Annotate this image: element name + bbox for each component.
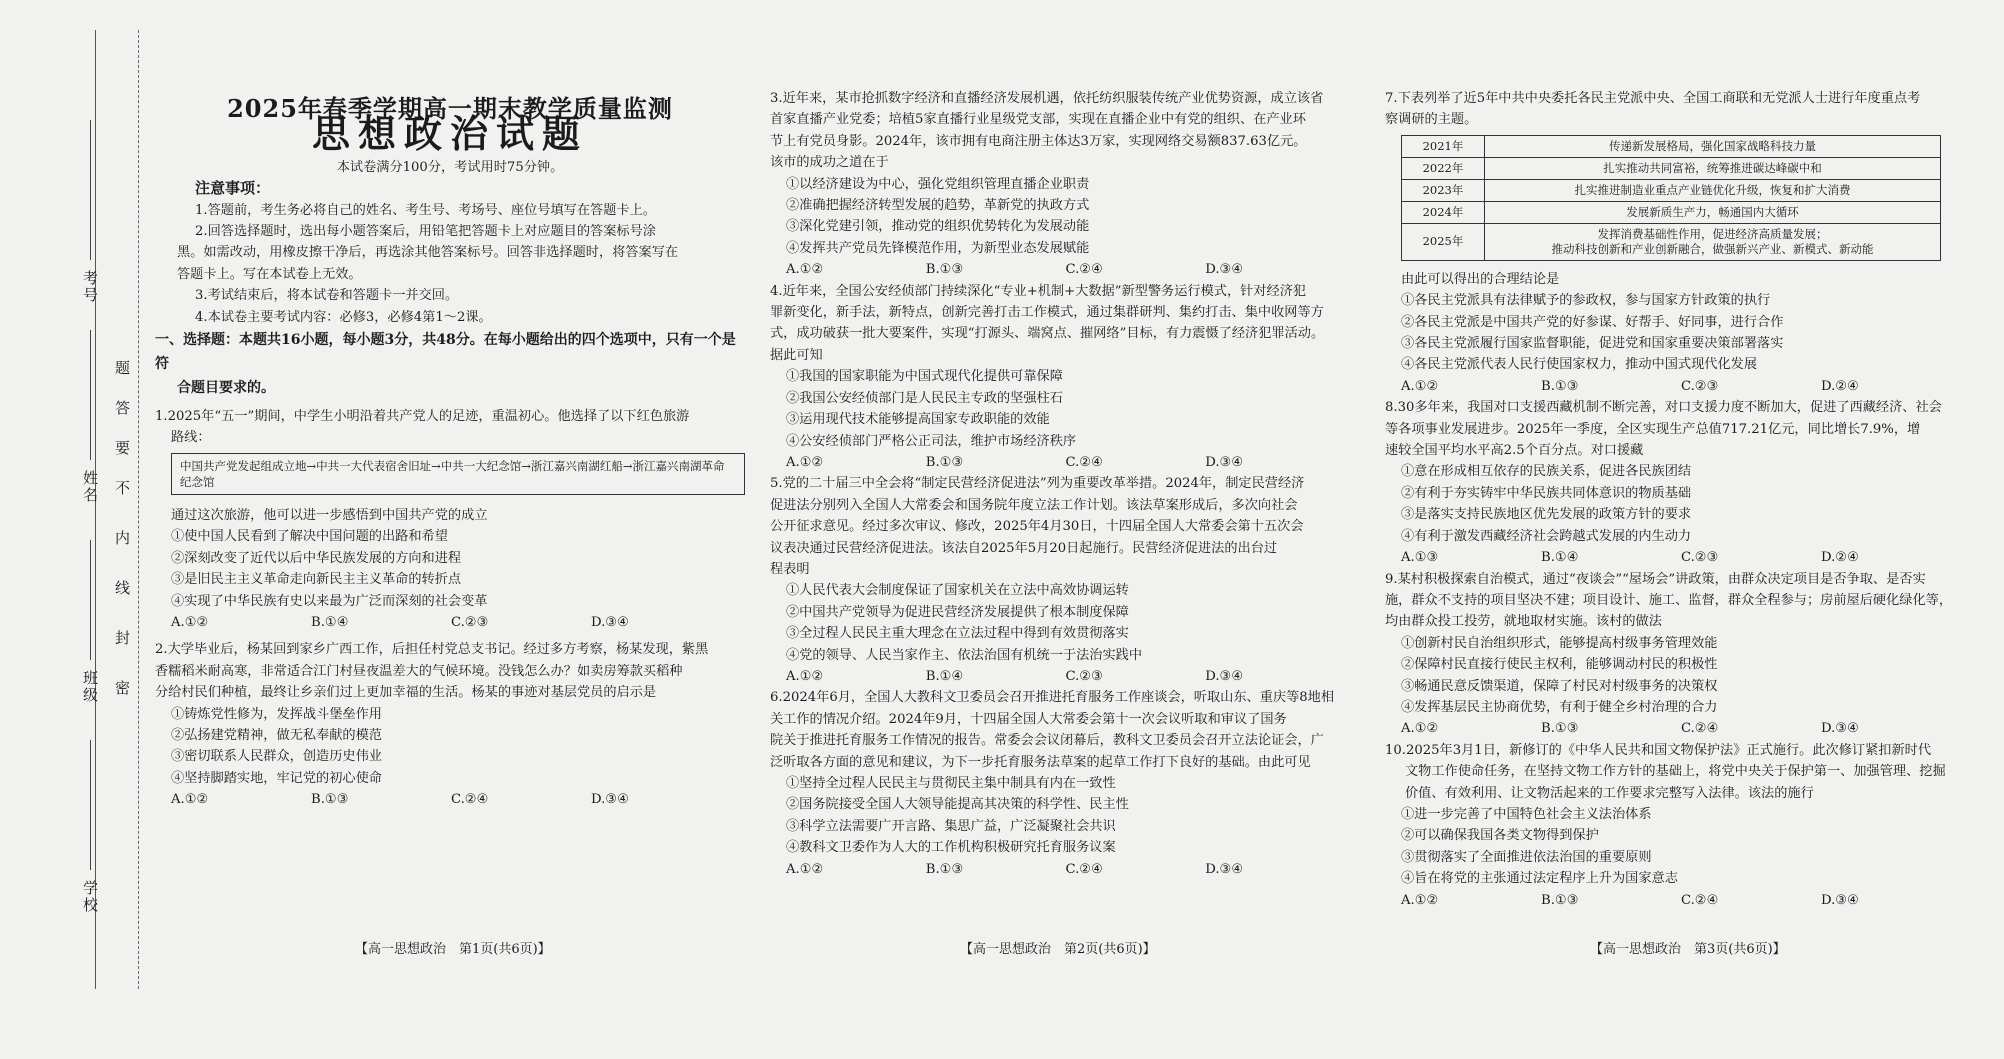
question-2 [155,639,745,810]
year-cell: 2023年 [1402,179,1485,201]
choice-d[interactable]: D.②④ [1821,378,1859,394]
question-3 [770,88,1345,281]
question-4 [770,281,1345,474]
choice-d[interactable]: D.②④ [1821,550,1859,566]
option: ④党的领导、人民当家作主、依法治国有机统一于法治实践中 [786,647,1143,663]
choice-a[interactable]: A.①② [786,861,824,877]
option: ③科学立法需要广开言路、集思广益，广泛凝聚社会共识 [786,818,1116,834]
question-5 [770,473,1345,687]
choice-d[interactable]: D.③④ [1205,262,1244,278]
option: ③运用现代技术能够提高国家专政职能的效能 [786,412,1050,428]
option: ②中国共产党领导为促进民营经济发展提供了根本制度保障 [786,604,1129,620]
choice-d[interactable]: D.③④ [1205,861,1244,877]
question-lead: 通过这次旅游，他可以进一步感悟到中国共产党的成立 [171,507,488,523]
question-stem: 1.2025年“五一”期间，中学生小明沿着共产党人的足迹，重温初心。他选择了以下红色旅游 [155,409,690,425]
notice-title: 注意事项： [195,179,271,198]
option: ②弘扬建党精神，做无私奉献的模范 [171,727,382,743]
seal-char: 要 [113,440,131,457]
option: ④发挥基层民主协商优势，有利于健全乡村治理的合力 [1401,699,1718,715]
option: ①使中国人民看到了解决中国问题的出路和希望 [171,529,448,545]
binding-margin [0,0,160,1059]
question-7 [1385,88,1975,397]
question-stem: 路线： [171,430,211,446]
answer-choices [155,612,745,633]
score-info: 本试卷满分100分，考试用时75分钟。 [336,159,564,175]
question-stem: 等各项事业发展进步。2025年一季度，全区实现生产总值717.21亿元，同比增长7.9%，增 [1385,421,1921,437]
choice-a[interactable]: A.①② [171,614,209,630]
question-stem: 促进法分别列入全国人大常委会和国务院年度立法工作计划。该法草案形成后，多次向社会 [770,497,1298,513]
option: ③各民主党派履行国家监督职能，促进党和国家重要决策部署落实 [1401,336,1784,352]
exam-title: 2025年春季学期高一期末教学质量监测 [227,94,673,123]
choice-a[interactable]: A.①② [1401,378,1439,394]
choice-c[interactable]: C.②④ [1065,454,1103,470]
option: ①坚持全过程人民民主与贯彻民主集中制具有内在一致性 [786,776,1116,791]
option: ④各民主党派代表人民行使国家权力，推动中国式现代化发展 [1401,357,1758,373]
option: ②有利于夯实铸牢中华民族共同体意识的物质基础 [1401,485,1692,501]
topic-cell: 发展新质生产力，畅通国内大循环 [1485,201,1941,223]
question-stem: 议表决通过民营经济促进法。该法自2025年5月20日起施行。民营经济促进法的出台过 [770,540,1278,556]
question-stem: 程表明 [770,561,810,577]
question-stem: 察调研的主题。 [1385,112,1478,128]
page-2 [770,88,1345,880]
year-cell: 2025年 [1402,223,1485,260]
name-underline[interactable] [90,330,91,460]
question-stem: 7.下表列举了近5年中共中央委托各民主党派中央、全国工商联和无党派人士进行年度重点考 [1385,91,1921,106]
option: ④教科文卫委作为人大的工作机构积极研究托育服务议案 [786,840,1116,856]
question-stem: 9.某村积极探索自治模式，通过“夜谈会”“屋场会”讲政策，由群众决定项目是否争取、是否实 [1385,571,1926,587]
id-label: 考号 [81,270,99,304]
choice-c[interactable]: C.②④ [1065,262,1103,278]
question-stem: 6.2024年6月，全国人大教科文卫委员会召开推进托育服务工作座谈会，听取山东、重庆等8地相 [770,690,1335,706]
topic-cell: 扎实推动共同富裕，统筹推进碳达峰碳中和 [1485,157,1941,179]
option: ①人民代表大会制度保证了国家机关在立法中高效协调运转 [786,583,1129,599]
choice-a[interactable]: A.①② [171,792,209,808]
choice-b[interactable]: B.①③ [311,792,349,808]
section-title-cont: 合题目要求的。 [177,380,275,397]
choice-a[interactable]: A.①② [786,454,824,470]
option: ④旨在将党的主张通过法定程序上升为国家意志 [1401,871,1678,887]
question-stem: 3.近年来，某市抢抓数字经济和直播经济发展机遇，依托纺织服装传统产业优势资源，成立该省 [770,91,1324,106]
question-9 [1385,569,1975,740]
option: ③畅通民意反馈渠道，保障了村民对村级事务的决策权 [1401,678,1718,694]
option: ②国务院接受全国人大领导能提高其决策的科学性、民主性 [786,797,1129,813]
option: ②可以确保我国各类文物得到保护 [1401,828,1599,844]
option: ②深刻改变了近代以后中华民族发展的方向和进程 [171,550,462,566]
seal-char: 封 [113,630,131,647]
option: ②我国公安经侦部门是人民民主专政的坚强柱石 [786,390,1063,406]
option: ④实现了中华民族有史以来最为广泛而深刻的社会变革 [171,593,488,609]
page-footer: 【高一思想政治 第2页(共6页)】 [960,942,1156,957]
option: ①进一步完善了中国特色社会主义法治体系 [1401,806,1652,822]
choice-c[interactable]: C.②④ [451,792,489,808]
option: ②保障村民直接行使民主权利，能够调动村民的积极性 [1401,657,1718,673]
year-cell: 2024年 [1402,201,1485,223]
choice-c[interactable]: C.②③ [451,614,489,630]
table-row [1402,179,1941,201]
table-row [1402,223,1941,260]
seal-char: 题 [113,360,131,377]
notice-line: 1.答题前，考生务必将自己的姓名、考生号、考场号、座位号填写在答题卡上。 [195,202,656,218]
choice-c[interactable]: C.②③ [1065,668,1103,684]
question-stem: 泛听取各方面的意见和建议，为下一步托育服务法草案的起草工作打下良好的基础。由此可见 [770,754,1311,770]
table-row [1402,201,1941,223]
answer-choices [1385,547,1975,568]
seal-char: 线 [113,580,131,597]
question-stem: 价值、有效利用、让文物活起来的工作要求完整写入法律。该法的施行 [1405,785,1814,801]
answer-choices [770,452,1345,473]
class-underline[interactable] [90,540,91,660]
option: ④发挥共产党员先锋模范作用，为新型业态发展赋能 [786,240,1090,256]
seal-line [138,30,139,989]
choice-b[interactable]: B.①④ [311,614,349,630]
choice-b[interactable]: B.①④ [925,668,964,684]
question-stem: 8.30多年来，我国对口支援西藏机制不断完善，对口支援力度不断加大，促进了西藏经济、社会 [1385,400,1942,416]
choice-d[interactable]: D.③④ [591,614,629,630]
question-stem: 公开征求意见。经过多次审议、修改，2025年4月30日，十四届全国人大常委会第十五次会 [770,519,1304,535]
choice-d[interactable]: D.③④ [591,792,629,808]
survey-topics-table [1401,135,1941,261]
answer-choices [1385,890,1975,911]
choice-a[interactable]: A.①② [1401,892,1439,908]
choice-b[interactable]: B.①③ [1541,892,1579,908]
seal-char: 答 [113,400,131,417]
choice-b[interactable]: B.①③ [1541,721,1579,737]
year-cell: 2022年 [1402,157,1485,179]
name-label: 姓名 [81,470,99,504]
topic-cell [1485,223,1941,260]
choice-a[interactable]: A.①② [786,262,824,278]
page-footer: 【高一思想政治 第3页(共6页)】 [1590,942,1786,957]
topic-line: 发挥消费基础性作用，促进经济高质量发展； [1597,226,1828,241]
question-stem: 院关于推进托育服务工作情况的报告。常委会会议闭幕后，教科文卫委员会召开立法论证会，广 [770,733,1324,749]
page-footer: 【高一思想政治 第1页(共6页)】 [355,942,551,957]
choice-c[interactable]: C.②③ [1681,550,1719,566]
option: ③是旧民主主义革命走向新民主主义革命的转折点 [171,572,462,588]
question-stem: 香糯稻米耐高寒，非常适合江门村昼夜温差大的气候环境。没钱怎么办？如卖房筹款买稻种 [155,663,683,679]
question-stem: 速较全国平均水平高2.5个百分点。对口援藏 [1385,443,1644,459]
choice-c[interactable]: C.②③ [1681,378,1719,394]
choice-b[interactable]: B.①③ [1541,378,1579,394]
question-stem: 文物工作使命任务，在坚持文物工作方针的基础上，将党中央关于保护第一、加强管理、挖掘 [1405,764,1946,780]
page-3 [1385,88,1975,911]
topic-cell: 传递新发展格局，强化国家战略科技力量 [1485,135,1941,157]
option: ①我国的国家职能为中国式现代化提供可靠保障 [786,369,1063,385]
question-stem: 关工作的情况介绍。2024年9月，十四届全国人大常委会第十一次会议听取和审议了国务 [770,711,1287,727]
answer-choices [1385,718,1975,739]
seal-char: 不 [113,480,131,497]
answer-choices [770,666,1345,687]
option: ①创新村民自治组织形式，能够提高村级事务管理效能 [1401,635,1718,651]
question-stem: 节上有党员身影。2024年，该市拥有电商注册主体达3万家，实现网络交易额837.63亿元。 [770,133,1307,149]
question-stem: 10.2025年3月1日，新修订的《中华人民共和国文物保护法》正式施行。此次修订紧扣新时代 [1385,742,1932,758]
notice-line: 3.考试结束后，将本试卷和答题卡一并交回。 [195,288,459,304]
option: ④有利于激发西藏经济社会跨越式发展的内生动力 [1401,528,1692,544]
topic-cell: 扎实推进制造业重点产业链优化升级，恢复和扩大消费 [1485,179,1941,201]
seal-char: 内 [113,530,131,547]
choice-b[interactable]: B.①③ [925,861,964,877]
table-row [1402,135,1941,157]
year-cell: 2021年 [1402,135,1485,157]
question-10 [1385,740,1975,911]
question-stem: 罪新变化，新手法，新特点，创新完善打击工作模式，通过集群研判、集约打击、集中收网等方 [770,305,1324,321]
option: ④坚持脚踏实地，牢记党的初心使命 [171,770,382,786]
question-stem: 5.党的二十届三中全会将“制定民营经济促进法”列为重要改革举措。2024年，制定民营经济 [770,476,1305,492]
answer-choices [770,859,1345,880]
notice-line: 2.回答选择题时，选出每小题答案后，用铅笔把答题卡上对应题目的答案标号涂 [195,224,656,240]
question-stem: 均由群众投工投劳，就地取材实施。该村的做法 [1385,614,1662,630]
option: ④公安经侦部门严格公正司法，维护市场经济秩序 [786,433,1077,449]
choice-a[interactable]: A.①③ [1401,550,1439,566]
question-lead: 由此可以得出的合理结论是 [1401,271,1560,287]
answer-choices [1385,376,1975,397]
binding-line [95,30,96,989]
choice-b[interactable]: B.①③ [925,454,964,470]
question-stem: 首家直播产业党委；培植5家直播行业星级党支部，实现在直播企业中有党的组织、在产业环 [770,112,1306,128]
question-8 [1385,397,1975,568]
choice-c[interactable]: C.②④ [1681,892,1719,908]
option: ②准确把握经济转型发展的趋势，革新党的执政方式 [786,198,1090,214]
notice-line: 黑。如需改动，用橡皮擦干净后，再选涂其他答案标号。回答非选择题时，将答案写在 [177,245,679,261]
class-label: 班级 [81,670,99,704]
question-stem: 分给村民们种植，最终让乡亲们过上更加幸福的生活。杨某的事迹对基层党员的启示是 [155,685,657,701]
option: ①各民主党派具有法律赋予的参政权，参与国家方针政策的执行 [1401,293,1771,309]
choice-d[interactable]: D.③④ [1821,892,1859,908]
option: ③贯彻落实了全面推进依法治国的重要原则 [1401,849,1652,865]
answer-choices [770,259,1345,280]
question-stem: 施，群众不支持的项目坚决不建；项目设计、施工、监督，群众全程参与；房前屋后硬化绿化等， [1385,592,1953,608]
route-box: 中国共产党发起组成立地→中共一大代表宿舍旧址→中共一大纪念馆→浙江嘉兴南湖红船→浙江嘉兴南湖革命纪念馆 [171,453,745,495]
option: ①铸炼党性修为，发挥战斗堡垒作用 [171,706,382,722]
school-label: 学校 [81,880,99,914]
question-1 [155,406,745,633]
question-stem: 据此可知 [770,347,823,363]
option: ③是落实支持民族地区优先发展的政策方针的要求 [1401,507,1692,523]
choice-d[interactable]: D.③④ [1821,721,1859,737]
notice-line: 答题卡上。写在本试卷上无效。 [177,266,362,282]
notice-line: 4.本试卷主要考试内容：必修3，必修4第1～2课。 [195,309,492,325]
question-6 [770,687,1345,880]
choice-a[interactable]: A.①② [1401,721,1439,737]
option: ③密切联系人民群众，创造历史伟业 [171,749,382,765]
answer-choices [155,789,745,810]
choice-c[interactable]: C.②④ [1681,721,1719,737]
subject-title: 思想政治试题 [311,111,588,157]
option: ③全过程人民民主重大理念在立法过程中得到有效贯彻落实 [786,626,1129,642]
option: ③深化党建引领，推动党的组织优势转化为发展动能 [786,219,1090,235]
page-1 [155,92,745,811]
option: ①意在形成相互依存的民族关系，促进各民族团结 [1401,464,1692,480]
table-row [1402,157,1941,179]
section-title: 一、选择题：本题共16小题，每小题3分，共48分。在每小题给出的四个选项中，只有一个是符 [155,332,736,373]
topic-line: 推动科技创新和产业创新融合，做强新兴产业、新模式、新动能 [1551,241,1874,256]
choice-a[interactable]: A.①② [786,668,824,684]
choice-c[interactable]: C.②④ [1065,861,1103,877]
question-stem: 式，成功破获一批大要案件，实现“打源头、端窝点、摧网络”目标，有力震慑了经济犯罪活动。 [770,326,1325,342]
question-stem: 4.近年来，全国公安经侦部门持续深化“专业+机制+大数据”新型警务运行模式，针对经济犯 [770,283,1307,299]
option: ①以经济建设为中心，强化党组织管理直播企业职责 [786,176,1090,192]
option: ②各民主党派是中国共产党的好参谋、好帮手、好同事，进行合作 [1401,314,1784,330]
choice-b[interactable]: B.①④ [1541,550,1579,566]
question-stem: 2.大学毕业后，杨某回到家乡广西工作，后担任村党总支书记。经过多方考察，杨某发现，紫黑 [155,642,709,658]
school-underline[interactable] [90,740,91,870]
question-stem: 该市的成功之道在于 [770,155,889,171]
choice-d[interactable]: D.③④ [1205,668,1244,684]
seal-char: 密 [113,680,131,697]
id-underline[interactable] [90,120,91,260]
choice-d[interactable]: D.③④ [1205,454,1244,470]
choice-b[interactable]: B.①③ [925,262,964,278]
